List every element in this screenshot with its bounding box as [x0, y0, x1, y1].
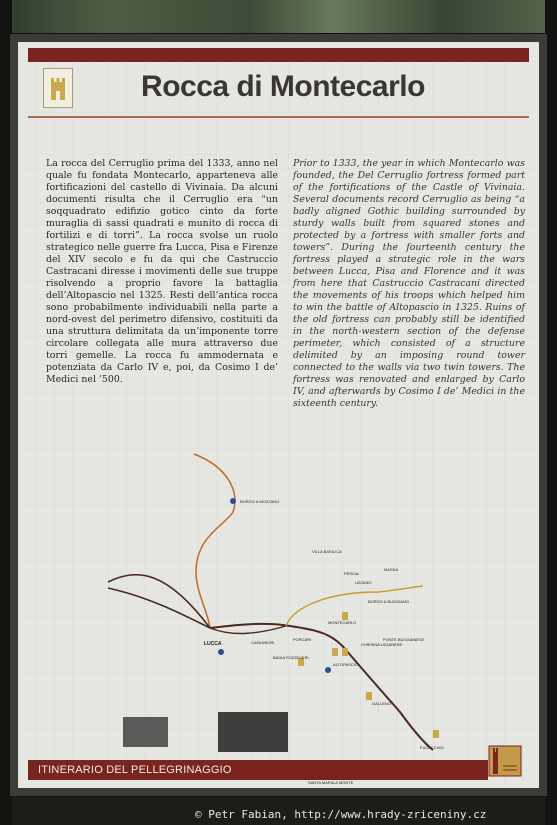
info-icon: [230, 498, 236, 504]
sign-title: Rocca di Montecarlo: [141, 70, 425, 103]
label-fucecchio: FUCECCHIO: [420, 745, 444, 750]
landmark-icon: [332, 648, 338, 656]
title-rule: [28, 116, 529, 118]
landmark-icon: [433, 730, 439, 738]
castle-logo-icon: [43, 68, 73, 108]
label-altopascio: ALTOPASCIO: [333, 662, 358, 667]
label-badia-pozzeveri: BADIA POZZEVERI: [273, 655, 309, 660]
label-villa-basilica: VILLA BASILICA: [312, 549, 342, 554]
italian-text-column: [46, 158, 278, 386]
info-icon: [325, 667, 331, 673]
sign-board: [9, 33, 548, 797]
label-galleno: GALLENO: [372, 701, 391, 706]
label-lucca: LUCCA: [204, 641, 222, 647]
label-capannori: CAPANNORI: [251, 640, 275, 645]
photo-credit: © Petr Fabian, http://www.hrady-zriceniny.cz: [195, 808, 487, 821]
label-porcari: PORCARI: [293, 637, 312, 642]
label-chiesina: CHIESINA UZZANESE: [361, 642, 403, 647]
label-pescia: PESCIA: [344, 571, 359, 576]
landmark-icon: [342, 648, 348, 656]
landmark-icon: [366, 692, 372, 700]
inset-map-left: [123, 717, 168, 747]
tower-emblem-icon: [487, 740, 523, 778]
label-ponte-buggianese: PONTE BUGGIANESE: [383, 637, 425, 642]
label-montecarlo: MONTECARLO: [328, 620, 357, 625]
landmark-icon: [342, 612, 348, 620]
label-santa-maria: SANTA MARIA A MONTE: [308, 780, 354, 785]
top-red-bar: [28, 48, 529, 62]
english-text-column: [293, 158, 525, 410]
route-west: [108, 588, 210, 628]
footer-title: ITINERARIO DEL PELLEGRINAGGIO: [38, 764, 232, 776]
footer-bar: [28, 760, 488, 780]
sign-panel: [18, 42, 539, 788]
italian-text: La rocca del Cerruglio prima del 1333, anno nel quale fu fondata Montecarlo, apparteneva alle fortificazioni del castello di Vivinaia. Da alcuni documenti risulta che il Cerruglio era “un soqquadrato edifizio gotico cinto da forte muraglia di sassi quadrati e munito di rocca di fortilizi e di torri”. La rocca svolse un ruolo strategico nelle guerre fra Lucca, Pisa e Firenze del XIV secolo e fu da qui che Castruccio Castracani diresse i movimenti delle sue truppe risolvendo a proprio favore la battaglia dell’Altopascio nel 1325. Resti dell’antica rocca sono probabilmente individuabili nella parte a nord-ovest del perimetro difensivo, costituiti da una struttura delimitata da un’imponente torre circolare collegata alle mura attraverso due torri gemelle. La rocca fu ammodernata e potenziata da Carlo IV e, poi, da Cosimo I de’ Medici nel ’500.: [46, 158, 278, 385]
info-icon: [218, 649, 224, 655]
label-borgo-mozzano: BORGO A MOZZANO: [240, 499, 280, 504]
label-borgo-buggiano: BORGO A BUGGIANO: [368, 599, 409, 604]
route-mozzano: [194, 454, 235, 628]
english-text: Prior to 1333, the year in which Montecarlo was founded, the Del Cerruglio fortress formed part of the fortifications of the Castle of Vivinaia. Several documents record Cerruglio as being “a badly aligned Gothic building surrounded by sturdy walls built from squared stones and protected by a fortress with smaller forts and towers”. During the fourteenth century the fortress played a strategic role in the wars between Lucca, Pisa and Florence and it was from here that Castruccio Castracani directed the movements of his troops which helped him to win the battle of Altopascio in 1325. Ruins of the old fortress can probably still be identified in the north-western section of the defense perimeter, which consisted of a structure delimited by an imposing round tower connected to the walls via two twin towers. The fortress was renovated and enlarged by Carlo IV, and afterwards by Cosimo I de’ Medici in the sixteenth century.: [293, 158, 525, 409]
label-massa: MASSA: [384, 567, 399, 572]
inset-map-right: [218, 712, 288, 752]
label-uzzano: UZZANO: [355, 580, 372, 585]
